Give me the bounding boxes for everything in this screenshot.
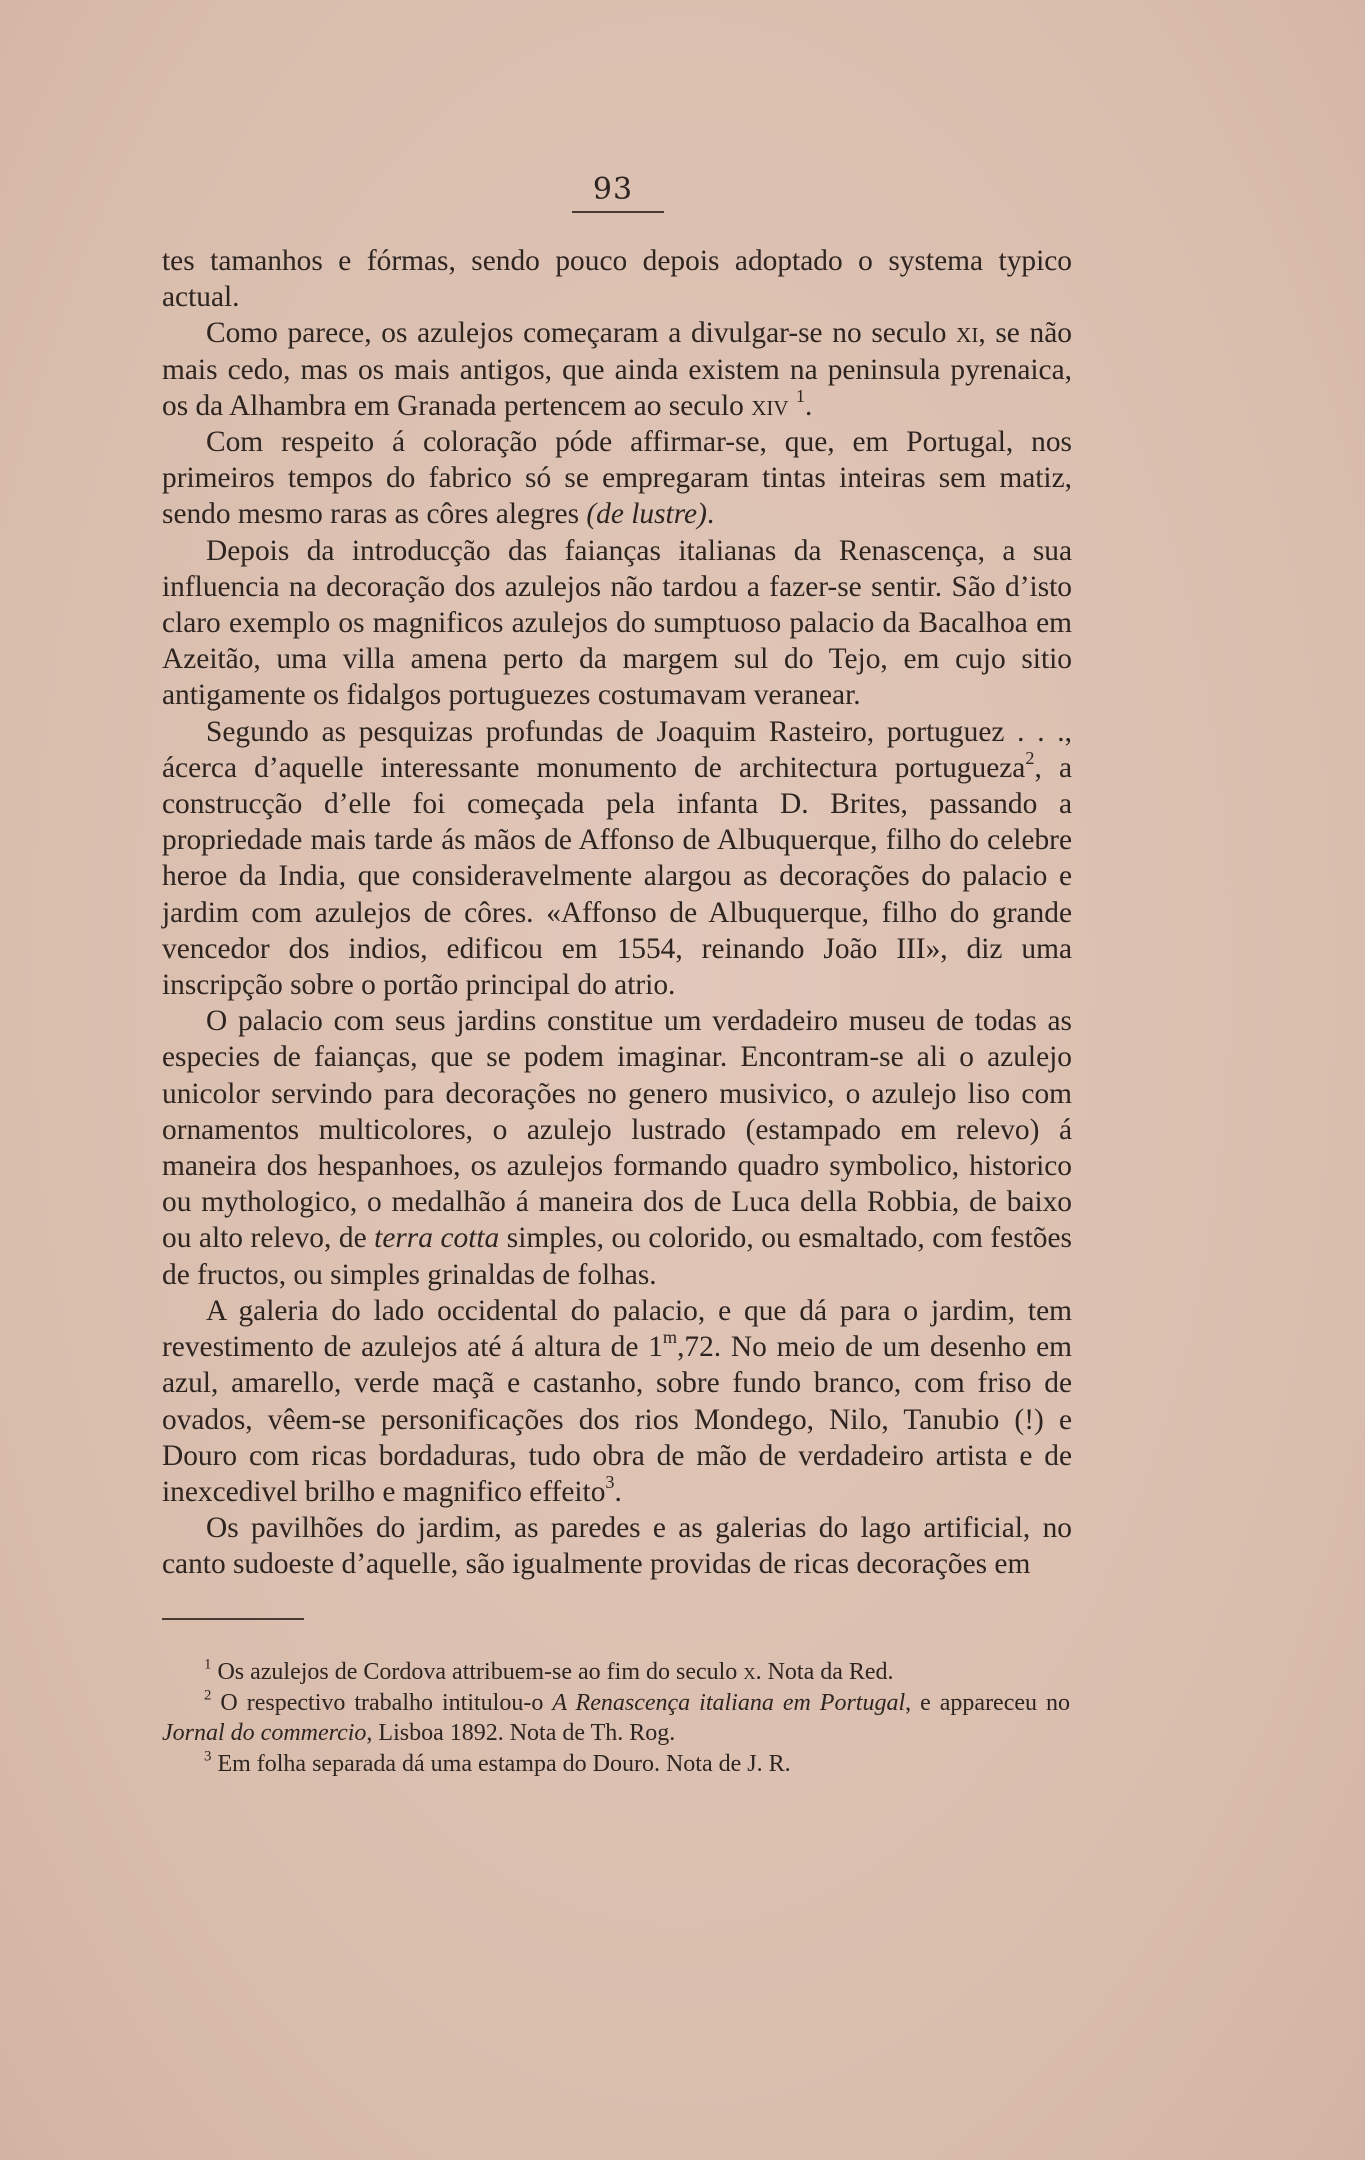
text-run: Em folha separada dá uma estampa do Douro. Nota de J. R. [211,1750,791,1777]
text-run: Com respeito á coloração póde affirmar-se, que, em Portugal, nos primeiros tempos do fabrico só se empregaram tintas inteiras sem matiz, sendo mesmo raras as côres alegres [162,426,1072,531]
paragraph [162,714,1072,1004]
paragraph [162,533,1072,714]
superscript: 1 [795,385,806,406]
page-number-rule [572,211,664,213]
italic-text: Jornal do commercio [162,1720,367,1746]
superscript: 1 [204,1656,212,1673]
superscript: 2 [1025,747,1035,768]
superscript: 2 [204,1686,212,1703]
text-run: Depois da introducção das faianças italianas da Renascença, a sua influencia na decoração dos azulejos não tardou a fazer-se sentir. São d’isto claro exemplo os magnificos azulejos do sumptuoso palacio da Bacalhoa em Azeitão, uma villa amena perto da margem sul do Tejo, em cujo sitio antigamente os fidalgos portuguezes costumavam veranear. [162,534,1072,712]
footnote [162,1657,1070,1688]
roman-numeral: x [743,1659,756,1685]
text-run: Como parece, os azulejos começaram a divulgar-se no seculo [206,317,957,350]
text-run: . [614,1475,622,1508]
text-run: , se não mais cedo, mas os mais antigos, que ainda existem na peninsula pyrenaica, os da Alhambra em Granada pertencem ao seculo [162,317,1072,422]
paragraph [162,1293,1072,1510]
paragraph [162,424,1072,533]
text-run: A galeria do lado occidental do palacio, e que dá para o jardim, tem revestimento de azulejos até á altura de 1 [162,1294,1072,1364]
paragraph [162,243,1072,315]
text-run: . Nota da Red. [755,1659,894,1685]
roman-numeral: xi [956,317,979,350]
superscript: m [662,1326,678,1347]
italic-text: terra cotta [374,1222,500,1255]
text-run [789,390,796,422]
superscript: 3 [605,1471,615,1492]
italic-text: (de lustre) [586,498,707,531]
text-run: , e appareceu no [905,1689,1071,1716]
footnote [162,1688,1070,1749]
paragraph [162,1510,1072,1582]
roman-numeral: xiv [751,389,789,422]
text-run: tes tamanhos e fórmas, sendo pouco depois adoptado o systema typico actual. [162,245,1072,314]
text-run: O respectivo trabalho intitulou-o [211,1689,553,1716]
text-run: , Lisboa 1892. Nota de Th. Rog. [366,1720,676,1746]
text-run: , a construcção d’elle foi começada pela infanta D. Brites, passando a propriedade mais tarde ás mãos de Affonso de Albuquerque, filho do celebre heroe da India, que consideravelmente alargou as decorações do palacio e jardim com azulejos de côres. «Affonso de Albuquerque, filho do grande vencedor dos indios, edificou em 1554, reinando João III», diz uma inscripção sobre o portão principal do atrio. [162,751,1072,1002]
text-run: ,72. No meio de um desenho em azul, amarello, verde maçã e castanho, sobre fundo branco, com friso de ovados, vêem-se personificações dos rios Mondego, Nilo, Tanubio (!) e Douro com ricas bordaduras, tudo obra de mão de verdadeiro artista e de inexcedivel brilho e magnifico effeito [162,1331,1072,1508]
text-run: Os azulejos de Cordova attribuem-se ao fim do seculo [211,1659,744,1685]
footnote-separator [162,1618,304,1620]
footnote [162,1749,1070,1780]
italic-text: A Renascença italiana em Portugal [552,1689,906,1716]
paragraph [162,315,1072,424]
text-run: O palacio com seus jardins constitue um verdadeiro museu de todas as especies de faianças, que se podem imaginar. Encontram-se ali o azulejo unicolor servindo para decorações no genero musivico, o azulejo liso com ornamentos multicolores, o azulejo lustrado (estampado em relevo) á maneira dos hespanhoes, os azulejos formando quadro symbolico, historico ou mythologico, o medalhão á maneira dos de Luca della Robbia, de baixo ou alto relevo, de [162,1005,1072,1255]
page-number: 93 [592,172,634,207]
body-text [162,243,1072,1583]
text-run: . [706,498,715,531]
text-run: Segundo as pesquizas profundas de Joaquim Rasteiro, portuguez . . ., ácerca d’aquelle interessante monumento de architectura portugueza [162,715,1072,784]
text-run: simples, ou colorido, ou esmaltado, com festões de fructos, ou simples grinaldas de folhas. [162,1222,1072,1291]
paragraph [162,1003,1072,1293]
text-run: Os pavilhões do jardim, as paredes e as galerias do lago artificial, no canto sudoeste d’aquelle, são igualmente providas de ricas decorações em [162,1512,1072,1581]
footnotes [162,1657,1070,1779]
superscript: 3 [204,1747,212,1764]
text-run: . [805,389,813,422]
